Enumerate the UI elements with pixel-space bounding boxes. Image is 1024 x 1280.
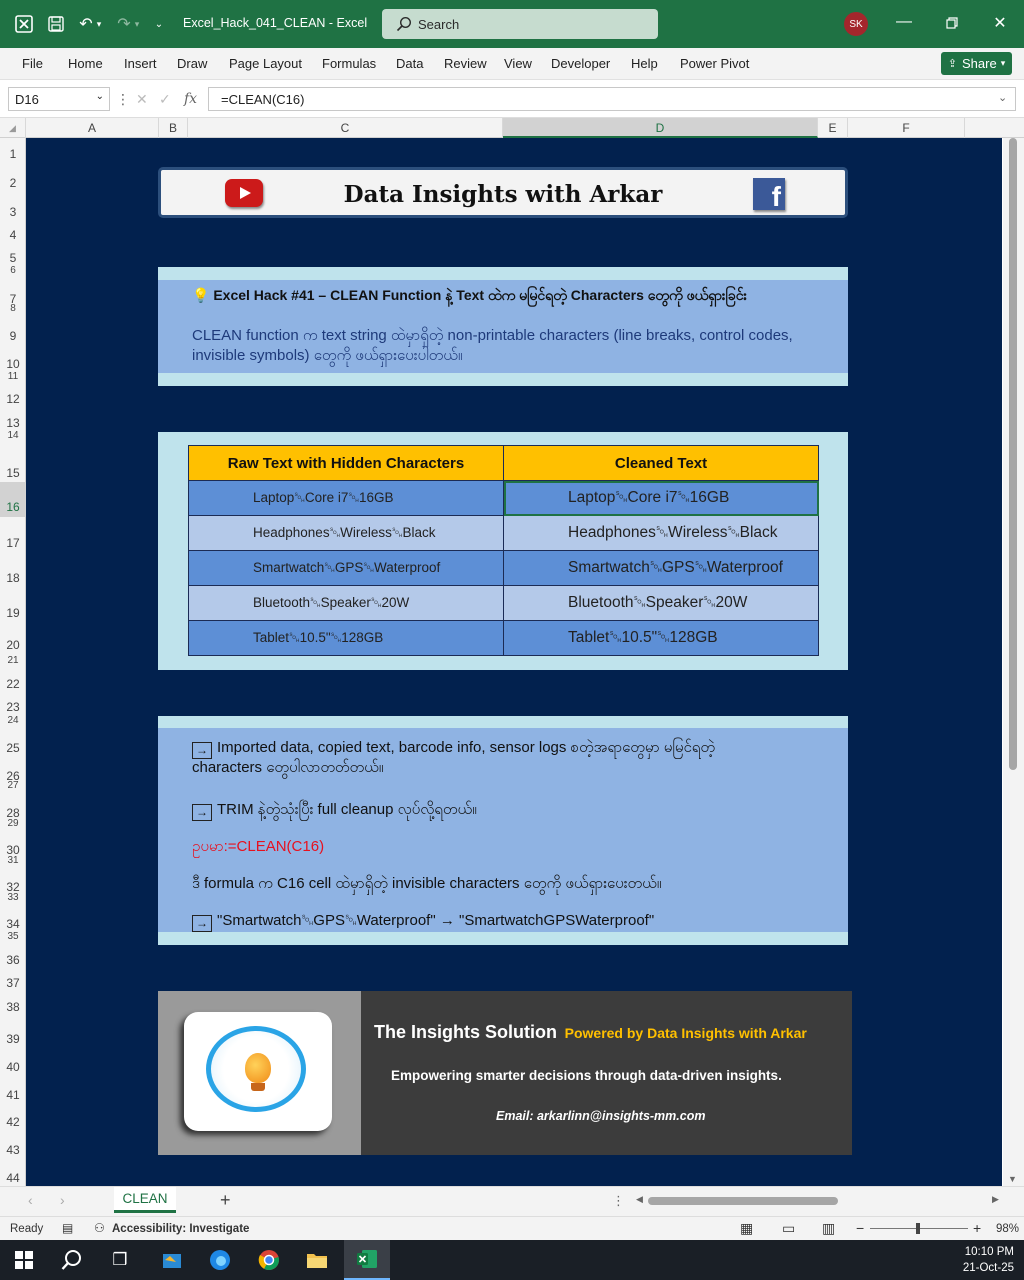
logo-ring	[206, 1026, 306, 1112]
footer-title	[374, 1022, 807, 1043]
scroll-down-icon[interactable]: ▼	[1008, 1174, 1017, 1184]
name-box-value: D16	[15, 92, 39, 107]
intro-panel	[158, 267, 848, 386]
row-header[interactable]: 7	[9, 292, 17, 306]
share-icon: ⇪	[947, 58, 957, 70]
table-header-row	[189, 446, 819, 481]
row-header[interactable]: 8	[10, 303, 16, 314]
footer-logo-area	[158, 991, 361, 1155]
menu-draw[interactable]: Draw	[177, 56, 208, 71]
row-header[interactable]: 39	[6, 1032, 20, 1046]
zoom-out-icon[interactable]: −	[856, 1220, 865, 1236]
formula-bar	[0, 80, 1024, 118]
folder-icon[interactable]	[305, 1248, 329, 1272]
search-icon	[396, 16, 412, 32]
file-manager-icon[interactable]	[160, 1248, 184, 1272]
title-bar	[0, 0, 1024, 48]
row-header[interactable]: 40	[6, 1060, 20, 1074]
row-header[interactable]: 37	[6, 976, 20, 990]
vertical-scrollbar[interactable]	[1003, 138, 1024, 1186]
arrow-box-icon: →	[192, 742, 212, 759]
footer-powered-by: Powered by Data Insights with Arkar	[564, 1025, 807, 1041]
status-bar	[0, 1216, 1024, 1240]
intro-text: CLEAN function က text string ထဲမှာရှိတဲ့ non-printable characters (line breaks, control codes, invisible symbols) တွေကို ဖယ်ရှားပေးပါတယ်။	[192, 327, 793, 364]
select-all-corner[interactable]: ◢	[0, 118, 26, 138]
cell-cleaned[interactable]: Headphones␁Wireless␁Black	[504, 516, 819, 551]
sheet-tab-bar	[0, 1186, 1024, 1216]
formula-input[interactable]: =CLEAN(C16)	[208, 87, 1016, 111]
cell-raw[interactable]: Laptop␁Core i7␁16GB	[189, 481, 504, 516]
search-icon[interactable]	[60, 1248, 84, 1272]
document-title: Excel_Hack_041_CLEAN - Excel	[183, 16, 368, 30]
tab-scroll-right-icon[interactable]: ›	[60, 1192, 65, 1208]
clock-date: 21-Oct-25	[962, 1262, 1014, 1274]
row-header[interactable]: 18	[6, 571, 20, 585]
row-header[interactable]: 29	[7, 818, 19, 829]
excel-taskbar-icon[interactable]	[344, 1240, 390, 1280]
footer-email: Email: arkarlinn@insights-mm.com	[496, 1109, 706, 1123]
zoom-in-icon[interactable]: +	[973, 1220, 982, 1236]
more-options-icon[interactable]: ⋮	[116, 91, 130, 107]
share-label: Share	[961, 56, 997, 71]
facebook-icon[interactable]: f	[753, 178, 785, 210]
table-row	[189, 481, 819, 516]
excel-app-icon[interactable]	[12, 12, 36, 36]
user-avatar[interactable]: SK	[844, 12, 868, 36]
banner-title: Data Insights with Arkar	[343, 181, 663, 208]
page-layout-view-icon[interactable]: ▭	[782, 1220, 796, 1236]
title-banner	[158, 167, 848, 218]
redo-icon[interactable]: ↷	[117, 16, 131, 33]
header-raw-text[interactable]: Raw Text with Hidden Characters	[189, 446, 504, 481]
tab-scroll-left-icon[interactable]: ‹	[28, 1192, 33, 1208]
chevron-down-icon: ▾	[1000, 58, 1006, 68]
data-table	[188, 445, 819, 656]
footer-brand: The Insights Solution	[374, 1022, 557, 1042]
arrow-box-icon: →	[192, 804, 212, 821]
note-line-1: → Imported data, copied text, barcode info, sensor logs စတဲ့အရာတွေမှာ မမြင်ရတဲ့	[192, 738, 715, 759]
ribbon-menu-bar	[0, 48, 1024, 80]
lightbulb-icon	[245, 1053, 271, 1083]
row-header[interactable]: 38	[6, 1000, 20, 1014]
zoom-level[interactable]: 98%	[996, 1223, 1020, 1235]
menu-view[interactable]: View	[504, 56, 532, 71]
row-header[interactable]: 36	[6, 953, 20, 967]
logo	[184, 1012, 332, 1131]
note-example-formula: ဥပမာ:=CLEAN(C16)	[192, 838, 325, 855]
name-box[interactable]	[8, 87, 110, 111]
column-header-d[interactable]: D	[503, 118, 818, 138]
clock-time: 10:10 PM	[964, 1246, 1014, 1258]
row-header[interactable]: 22	[6, 677, 20, 691]
row-header[interactable]: 5	[9, 251, 17, 265]
hscroll-right-icon[interactable]: ▶	[992, 1194, 999, 1204]
vertical-scroll-thumb[interactable]	[1009, 138, 1017, 770]
arrow-box-icon: →	[192, 915, 212, 932]
header-cleaned-text[interactable]: Cleaned Text	[504, 446, 819, 481]
customize-toolbar-icon[interactable]: ⌄	[154, 18, 164, 30]
menu-review[interactable]: Review	[444, 56, 487, 71]
redo-dropdown-icon[interactable]: ▾	[134, 18, 140, 29]
menu-page-layout[interactable]: Page Layout	[229, 56, 303, 71]
zoom-slider-thumb[interactable]	[916, 1223, 920, 1234]
minimize-icon[interactable]: —	[896, 13, 912, 30]
chrome-browser-icon[interactable]	[257, 1248, 281, 1272]
page-break-view-icon[interactable]: ▥	[822, 1220, 836, 1236]
cell-cleaned-selected[interactable]: Laptop␁Core i7␁16GB	[504, 481, 819, 516]
lightbulb-base	[251, 1083, 265, 1091]
column-headers	[0, 118, 1024, 138]
table-row	[189, 551, 819, 586]
row-header[interactable]: 3	[9, 205, 17, 219]
windows-start-icon[interactable]	[12, 1248, 36, 1272]
normal-view-icon[interactable]: ▦	[740, 1220, 754, 1236]
row-header[interactable]: 31	[7, 855, 19, 866]
menu-file[interactable]: File	[22, 56, 43, 71]
note-line-2: → TRIM နဲ့တွဲသုံးပြီး full cleanup လုပ်လို့ရတယ်။	[192, 800, 477, 821]
cell-raw[interactable]: Smartwatch␁GPS␁Waterproof	[189, 551, 504, 586]
menu-developer[interactable]: Developer	[551, 56, 611, 71]
insert-function-icon[interactable]: fx	[184, 91, 198, 107]
menu-home[interactable]: Home	[68, 56, 103, 71]
search-label: Search	[418, 16, 460, 32]
row-header[interactable]: 12	[6, 392, 20, 406]
note-line-1b: characters တွေပါလာတတ်တယ်။	[192, 759, 384, 776]
cell-raw[interactable]: Tablet␁10.5"␁128GB	[189, 621, 504, 656]
edge-browser-icon[interactable]	[208, 1248, 232, 1272]
row-header[interactable]: 35	[7, 931, 19, 942]
row-header[interactable]: 26	[6, 769, 20, 783]
row-header[interactable]: 6	[10, 265, 16, 276]
accessibility-icon[interactable]: ⚇	[94, 1221, 105, 1235]
row-header[interactable]: 21	[7, 655, 19, 666]
cell-cleaned[interactable]: Tablet␁10.5"␁128GB	[504, 621, 819, 656]
footer-tagline: Empowering smarter decisions through data-driven insights.	[391, 1068, 782, 1083]
row-header[interactable]: 44	[6, 1171, 20, 1185]
windows-taskbar	[0, 1240, 1024, 1280]
table-row	[189, 621, 819, 656]
accessibility-status[interactable]: Accessibility: Investigate	[112, 1223, 250, 1235]
row-header[interactable]: 14	[7, 430, 19, 441]
macro-recorder-icon[interactable]: ▤	[62, 1221, 74, 1235]
taskbar-clock[interactable]	[963, 1244, 1014, 1276]
footer-card	[158, 991, 852, 1155]
row-header[interactable]: 10	[6, 357, 20, 371]
table-row	[189, 516, 819, 551]
maximize-icon[interactable]	[940, 13, 964, 35]
row-header[interactable]: 28	[6, 806, 20, 820]
row-header[interactable]: 23	[6, 700, 20, 714]
column-header-e[interactable]: E	[818, 118, 848, 138]
add-sheet-icon[interactable]: +	[220, 1190, 231, 1210]
menu-insert[interactable]: Insert	[124, 56, 157, 71]
row-header[interactable]: 33	[7, 892, 19, 903]
row-header[interactable]: 2	[9, 176, 17, 190]
more-options-icon[interactable]: ⋮	[612, 1193, 625, 1208]
notes-panel	[158, 716, 848, 945]
worksheet-grid[interactable]	[26, 138, 1002, 1186]
row-header[interactable]: 19	[6, 606, 20, 620]
row-header-selected[interactable]: 16	[0, 482, 26, 517]
row-header[interactable]: 17	[6, 536, 20, 550]
row-header[interactable]: 32	[6, 880, 20, 894]
row-header[interactable]: 25	[6, 741, 20, 755]
zoom-slider[interactable]	[870, 1228, 968, 1229]
confirm-entry-icon[interactable]: ✓	[159, 91, 171, 107]
menu-power-pivot[interactable]: Power Pivot	[680, 56, 750, 71]
row-header[interactable]: 27	[7, 780, 19, 791]
cell-cleaned[interactable]: Bluetooth␁Speaker␁20W	[504, 586, 819, 621]
table-row	[189, 586, 819, 621]
row-header[interactable]: 30	[6, 843, 20, 857]
column-header-f[interactable]: F	[848, 118, 965, 138]
share-button[interactable]	[941, 52, 1012, 75]
cancel-entry-icon[interactable]: ✕	[136, 91, 148, 107]
expand-formula-bar-icon[interactable]: ⌄	[998, 92, 1008, 104]
row-header[interactable]: 42	[6, 1115, 20, 1129]
row-header[interactable]: 24	[7, 715, 19, 726]
row-header[interactable]: 4	[9, 228, 17, 242]
undo-dropdown-icon[interactable]: ▾	[96, 18, 102, 29]
row-header[interactable]: 11	[7, 371, 19, 382]
sheet-tab-clean[interactable]: CLEAN	[114, 1187, 176, 1213]
cell-raw[interactable]: Headphones␁Wireless␁Black	[189, 516, 504, 551]
note-line-5: → "Smartwatch␁GPS␁Waterproof" → "SmartwatchGPSWaterproof"	[192, 911, 654, 932]
row-header[interactable]: 20	[6, 638, 20, 652]
column-header-c[interactable]: C	[188, 118, 503, 138]
search-box[interactable]	[382, 9, 658, 39]
cell-raw[interactable]: Bluetooth␁Speaker␁20W	[189, 586, 504, 621]
row-header[interactable]: 15	[6, 466, 20, 480]
row-headers	[0, 138, 26, 1186]
column-header-a[interactable]: A	[26, 118, 159, 138]
menu-formulas[interactable]: Formulas	[322, 56, 377, 71]
row-header[interactable]: 13	[6, 416, 20, 430]
task-view-icon[interactable]: ❒	[112, 1250, 128, 1269]
row-header[interactable]: 9	[9, 329, 17, 343]
chevron-down-icon: ⌄	[95, 91, 104, 102]
horizontal-scroll-thumb[interactable]	[648, 1197, 838, 1205]
column-header-b[interactable]: B	[159, 118, 188, 138]
menu-data[interactable]: Data	[396, 56, 424, 71]
close-icon[interactable]: ✕	[993, 15, 1007, 32]
row-header[interactable]: 1	[9, 147, 17, 161]
row-header[interactable]: 43	[6, 1143, 20, 1157]
note-line-4: ဒီ formula က C16 cell ထဲမှာရှိတဲ့ invisible characters တွေကို ဖယ်ရှားပေးတယ်။	[192, 875, 662, 892]
save-icon[interactable]	[44, 12, 68, 36]
undo-icon[interactable]: ↶	[79, 16, 93, 33]
row-header[interactable]: 41	[6, 1088, 20, 1102]
intro-title: 💡 Excel Hack #41 – CLEAN Function နဲ့ Text ထဲက မမြင်ရတဲ့ Characters တွေကို ဖယ်ရှားခြင်း	[192, 287, 748, 303]
status-ready: Ready	[10, 1223, 44, 1235]
row-header[interactable]: 34	[6, 917, 20, 931]
hscroll-left-icon[interactable]: ◀	[636, 1194, 643, 1204]
cell-cleaned[interactable]: Smartwatch␁GPS␁Waterproof	[504, 551, 819, 586]
menu-help[interactable]: Help	[631, 56, 658, 71]
